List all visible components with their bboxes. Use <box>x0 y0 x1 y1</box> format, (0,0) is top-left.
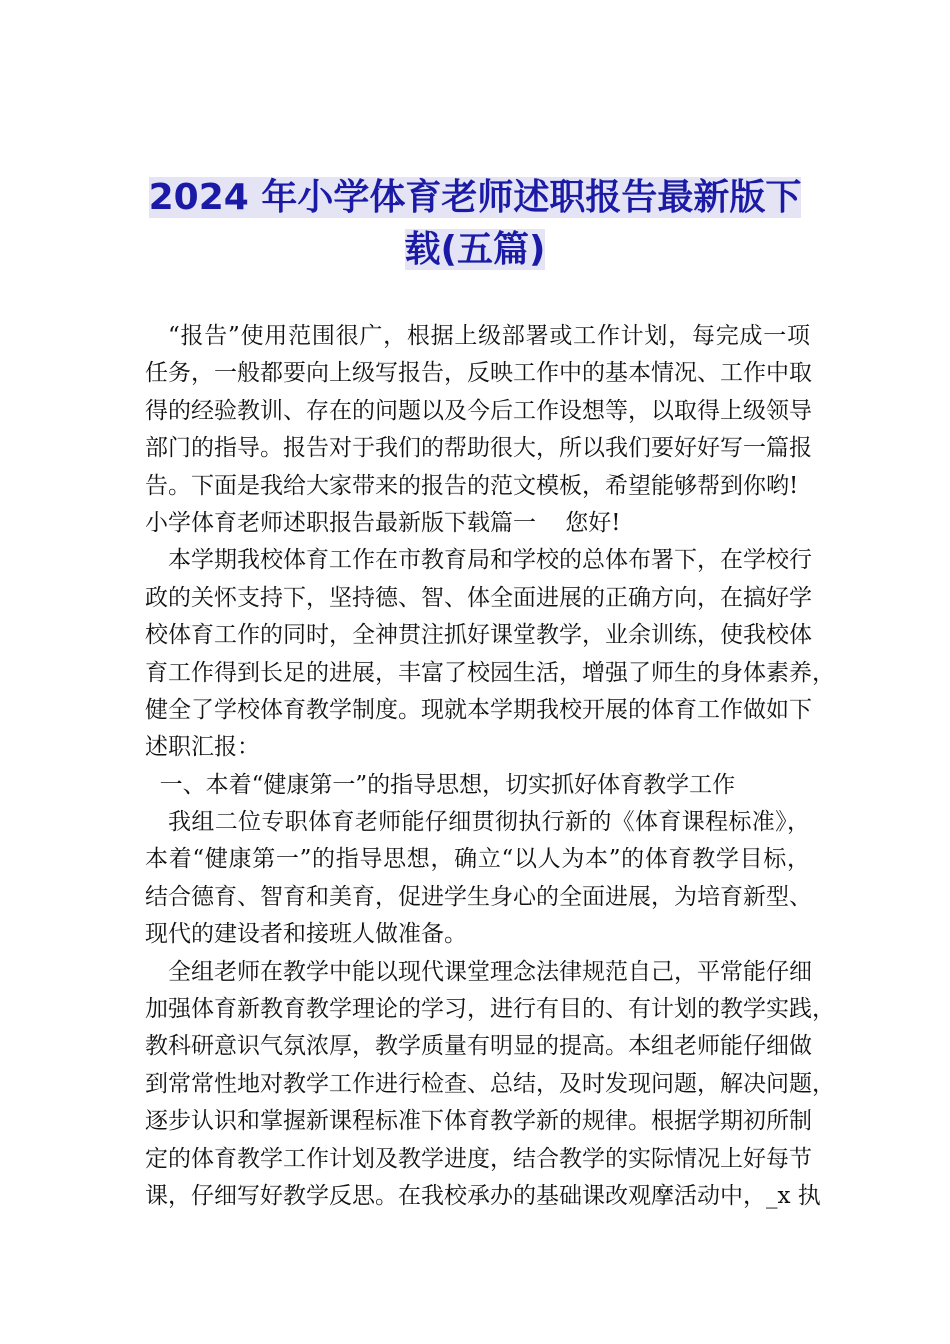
body-line: 政的关怀支持下，坚持德、智、体全面进展的正确方向，在搞好学 <box>145 584 812 611</box>
body-line: 健全了学校体育教学制度。现就本学期我校开展的体育工作做如下 <box>145 696 812 723</box>
body-line: 定的体育教学工作计划及教学进度，结合教学的实际情况上好每节 <box>145 1145 812 1172</box>
body-line: 本着“健康第一”的指导思想，确立“以人为本”的体育教学目标， <box>145 846 810 873</box>
title-line: 载(五篇) <box>404 229 546 270</box>
body-line: 到常常性地对教学工作进行检查、总结，及时发现问题，解决问题， <box>145 1070 835 1097</box>
body-line: 我组二位专职体育老师能仔细贯彻执行新的《体育课程标准》， <box>168 809 810 836</box>
body-line: 加强体育新教育教学理论的学习，进行有目的、有计划的教学实践， <box>145 996 835 1023</box>
body-line: 述职汇报： <box>145 734 260 761</box>
body-line: 任务，一般都要向上级写报告，反映工作中的基本情况、工作中取 <box>145 360 812 387</box>
body-line: 小学体育老师述职报告最新版下载篇一 您好! <box>145 509 621 536</box>
body-line: 校体育工作的同时，全神贯注抓好课堂教学，业余训练，使我校体 <box>145 622 812 649</box>
body-line: “报告”使用范围很广，根据上级部署或工作计划，每完成一项 <box>168 323 810 349</box>
body-line: 部门的指导。报告对于我们的帮助很大，所以我们要好好写一篇报 <box>145 435 812 462</box>
body-line: 教科研意识气氛浓厚，教学质量有明显的提高。本组老师能仔细做 <box>145 1033 812 1060</box>
body-line: 育工作得到长足的进展，丰富了校园生活，增强了师生的身体素养， <box>145 659 835 686</box>
body-line: 本学期我校体育工作在市教育局和学校的总体布署下，在学校行 <box>168 547 812 574</box>
body-line: 逐步认识和掌握新课程标准下体育教学新的规律。根据学期初所制 <box>145 1108 812 1135</box>
body-line: 得的经验教训、存在的问题以及今后工作设想等，以取得上级领导 <box>145 397 812 424</box>
body-line: 课，仔细写好教学反思。在我校承办的基础课改观摩活动中，_x 执 <box>145 1182 821 1209</box>
body-line: 全组老师在教学中能以现代课堂理念法律规范自己，平常能仔细 <box>168 958 812 985</box>
body-line: 告。下面是我给大家带来的报告的范文模板，希望能够帮到你哟! <box>145 472 799 499</box>
body-line: 一、本着“健康第一”的指导思想，切实抓好体育教学工作 <box>145 771 736 798</box>
document-body <box>145 318 835 1215</box>
body-line: 结合德育、智育和美育，促进学生身心的全面进展，为培育新型、 <box>145 883 812 910</box>
title-line: 2024 年小学体育老师述职报告最新版下 <box>148 177 802 218</box>
body-line: 现代的建设者和接班人做准备。 <box>145 921 467 948</box>
document-title <box>140 172 810 276</box>
